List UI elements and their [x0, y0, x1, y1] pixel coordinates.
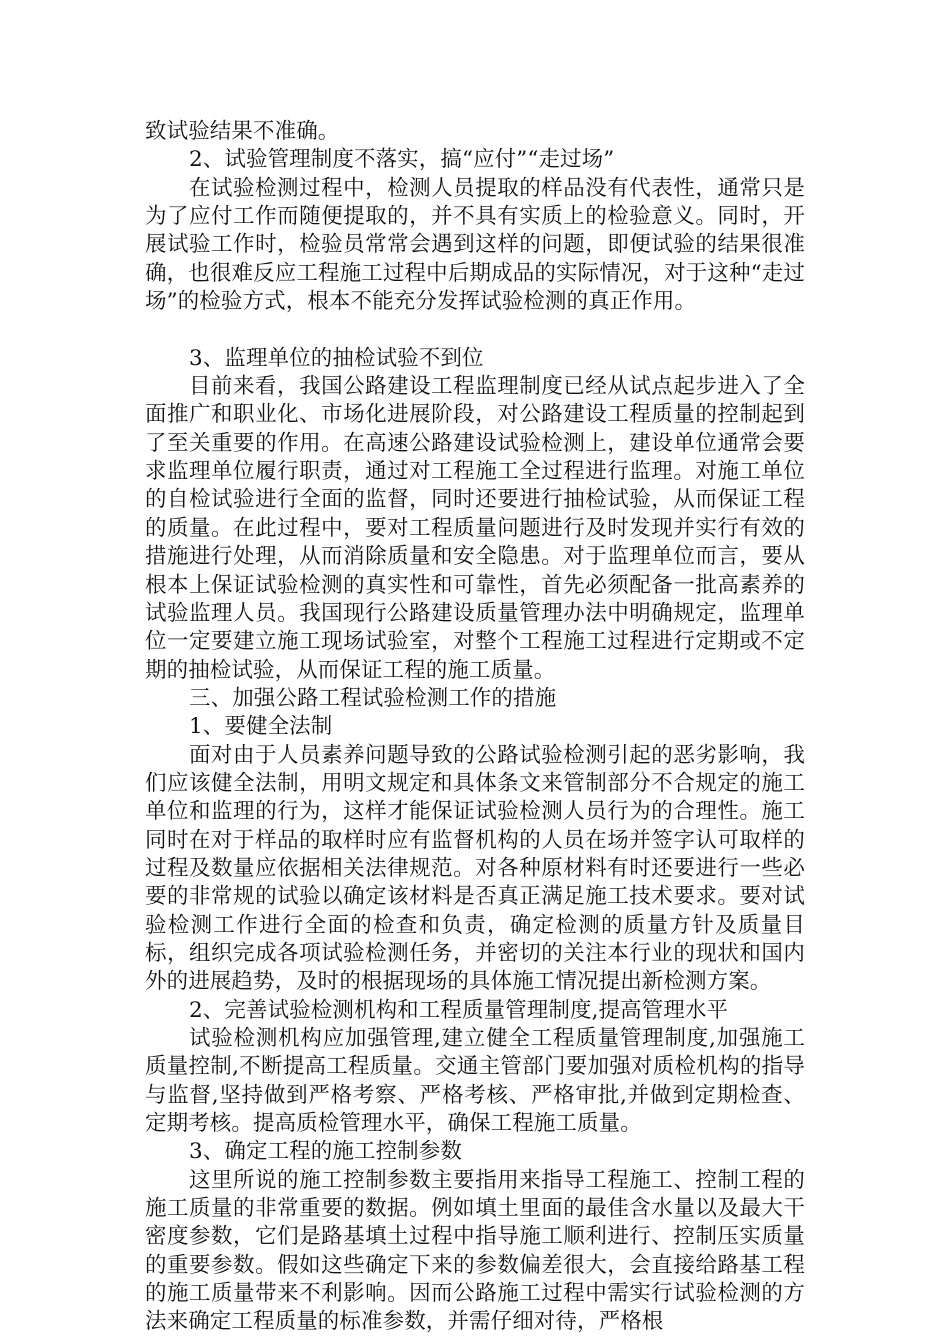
section-heading: 1、要健全法制	[189, 714, 333, 740]
paragraph: 面对由于人员素养问题导致的公路试验检测引起的恶劣影响，我们应该健全法制，用明文规定和具体条文来管制部分不合规定的施工单位和监理的行为，这样才能保证试验检测人员行为的合理性。施工同时在对于样品的取样时应有监督机构的人员在场并签字认可取样的过程及数量应依据相关法律规范。对各种原材料有时还要进行一些必要的非常规的试验以确定该材料是否真正满足施工技术要求。要对试验检测工作进行全面的检查和负责，确定检测的质量方针及质量目标，组织完成各项试验检测任务，并密切的关注本行业的现状和国内外的进展趋势，及时的根据现场的具体施工情况提出新检测方案。	[145, 742, 805, 995]
section-heading: 3、监理单位的抽检试验不到位	[189, 345, 484, 371]
section-heading: 2、完善试验检测机构和工程质量管理制度,提高管理水平	[189, 997, 729, 1023]
paragraph: 目前来看，我国公路建设工程监理制度已经从试点起步进入了全面推广和职业化、市场化进展阶段，对公路建设工程质量的控制起到了至关重要的作用。在高速公路建设试验检测上，建设单位通常会要求监理单位履行职责，通过对工程施工全过程进行监理。对施工单位的自检试验进行全面的监督，同时还要进行抽检试验，从而保证工程的质量。在此过程中，要对工程质量问题进行及时发现并实行有效的措施进行处理，从而消除质量和安全隐患。对于监理单位而言，要从根本上保证试验检测的真实性和可靠性，首先必须配备一批高素养的试验监理人员。我国现行公路建设质量管理办法中明确规定，监理单位一定要建立施工现场试验室，对整个工程施工过程进行定期或不定期的抽检试验，从而保证工程的施工质量。	[145, 374, 805, 683]
section-heading: 3、确定工程的施工控制参数	[189, 1139, 462, 1165]
chapter-heading: 三、加强公路工程试验检测工作的措施	[189, 685, 557, 711]
paragraph-spacer	[145, 316, 805, 344]
paragraph-continuation: 致试验结果不准确。	[145, 119, 340, 144]
paragraph: 这里所说的施工控制参数主要指用来指导工程施工、控制工程的施工质量的非常重要的数据。例如填土里面的最佳含水量以及最大干密度参数，它们是路基填土过程中指导施工顺利进行、控制压实质量的重要参数。假如这些确定下来的参数偏差很大，会直接给路基工程的施工质量带来不利影响。因而公路施工过程中需实行试验检测的方法来确定工程质量的标准参数，并需仔细对待，严格根	[145, 1167, 805, 1335]
section-heading: 2、试验管理制度不落实，搞“应付”“走过场”	[189, 147, 615, 173]
paragraph: 在试验检测过程中，检测人员提取的样品没有代表性，通常只是为了应付工作而随便提取的，并不具有实质上的检验意义。同时，开展试验工作时，检验员常常会遇到这样的问题，即便试验的结果很准确，也很难反应工程施工过程中后期成品的实际情况，对于这种“走过场”的检验方式，根本不能充分发挥试验检测的真正作用。	[145, 175, 805, 315]
document-body	[145, 118, 805, 1337]
paragraph: 试验检测机构应加强管理,建立健全工程质量管理制度,加强施工质量控制,不断提高工程质量。交通主管部门要加强对质检机构的指导与监督,坚持做到严格考察、严格考核、严格审批,并做到定期检查、定期考核。提高质检管理水平，确保工程施工质量。	[145, 1026, 805, 1137]
